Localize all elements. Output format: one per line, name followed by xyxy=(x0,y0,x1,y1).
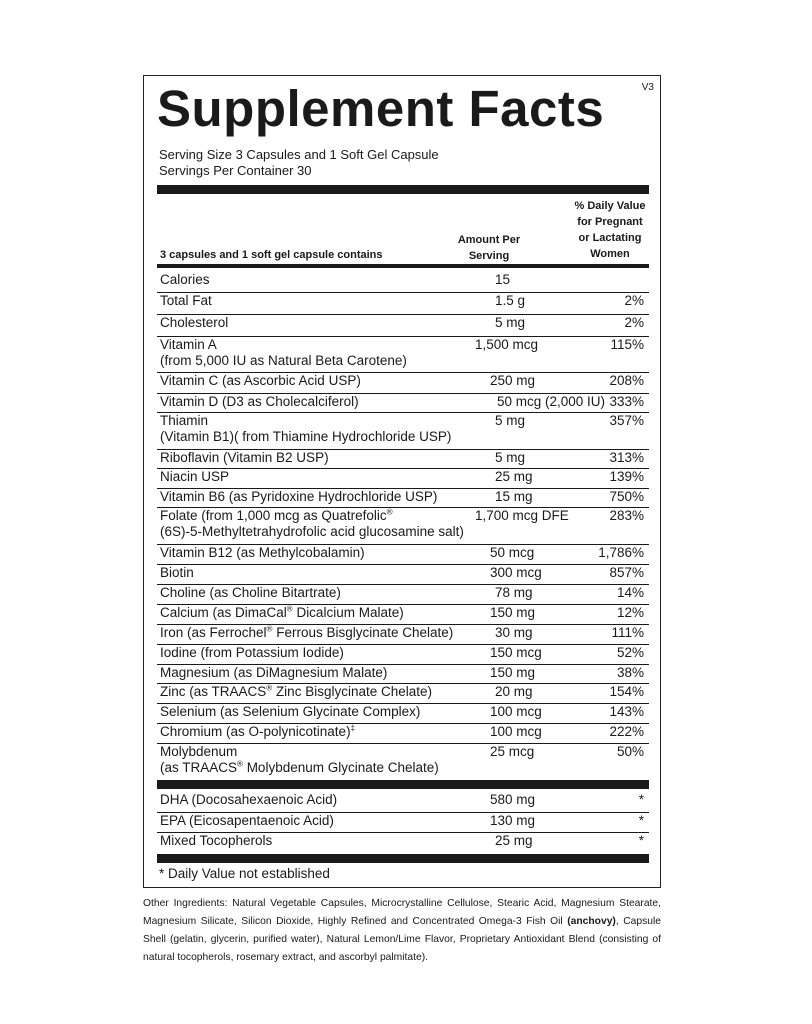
nutrient-name-line xyxy=(160,545,365,561)
nutrient-name-text: Chromium (as O-polynicotinate) xyxy=(160,724,351,739)
table-row xyxy=(157,413,649,450)
nutrient-name-text: Iodine (from Potassium Iodide) xyxy=(160,645,344,660)
registered-mark: ® xyxy=(386,507,393,517)
nutrient-name-text: Cholesterol xyxy=(160,315,229,330)
daily-value: 208% xyxy=(609,373,644,388)
other-ingredients-text: Other Ingredients: Natural Vegetable Capsules, Microcrystalline Cellulose, Stearic Acid, Magnesium Stearate, Magnesium Silicate, Silicon Dioxide, Highly Refined and Concentrated Omega-3 Fish Oil xyxy=(143,898,661,927)
nutrient-amount: 5 mg xyxy=(495,450,526,465)
other-ingredients xyxy=(143,895,661,967)
daily-value: 750% xyxy=(609,489,644,504)
nutrient-name xyxy=(160,337,407,369)
nutrient-name-line xyxy=(160,704,420,720)
nutrient-name-text: Calcium (as DimaCal xyxy=(160,605,287,620)
nutrient-name-text: Niacin USP xyxy=(160,469,230,484)
nutrient-name xyxy=(160,373,361,389)
registered-mark: ® xyxy=(286,604,293,614)
nutrient-name-text: Selenium (as Selenium Glycinate Complex) xyxy=(160,704,421,719)
nutrient-name-line xyxy=(160,792,337,808)
amount-header xyxy=(449,233,529,265)
nutrient-name xyxy=(160,813,334,829)
nutrient-amount: 250 mg xyxy=(490,373,536,388)
nutrient-name-text: Vitamin A xyxy=(160,337,217,352)
nutrient-name-text: Total Fat xyxy=(160,293,212,308)
daily-value: 139% xyxy=(609,469,644,484)
daily-value: 2% xyxy=(624,315,644,330)
daily-value: 154% xyxy=(609,684,644,699)
nutrient-name-line xyxy=(160,373,361,389)
daily-value-header-line: % Daily Value xyxy=(574,200,646,212)
nutrient-amount: 100 mcg xyxy=(490,704,542,719)
contains-header: 3 capsules and 1 soft gel capsule contains xyxy=(160,249,383,261)
nutrient-amount: 15 xyxy=(495,272,511,287)
nutrient-name-line xyxy=(160,813,334,829)
nutrient-name-text: DHA (Docosahexaenoic Acid) xyxy=(160,792,338,807)
nutrient-name-line xyxy=(160,625,453,641)
nutrient-name-text: Folate (from 1,000 mcg as Quatrefolic xyxy=(160,508,387,523)
nutrient-amount: 20 mg xyxy=(495,684,533,699)
table-row xyxy=(157,645,649,665)
nutrient-name-text: EPA (Eicosapentaenoic Acid) xyxy=(160,813,334,828)
table-row xyxy=(157,489,649,508)
nutrient-name xyxy=(160,625,453,641)
nutrient-name-text: Choline (as Choline Bitartrate) xyxy=(160,585,341,600)
nutrient-amount: 78 mg xyxy=(495,585,533,600)
daily-value: 857% xyxy=(609,565,644,580)
nutrient-name-line xyxy=(160,524,464,540)
version-label: V3 xyxy=(641,82,654,93)
table-row xyxy=(157,724,649,744)
registered-mark: ® xyxy=(266,683,273,693)
nutrient-name-text: Zinc Bisglycinate Chelate) xyxy=(272,684,433,699)
nutrient-name xyxy=(160,605,404,621)
thick-divider xyxy=(157,780,649,789)
nutrient-name xyxy=(160,565,194,581)
registered-mark: ® xyxy=(266,624,273,634)
table-row xyxy=(157,625,649,645)
daily-value-header-line: Women xyxy=(590,247,630,260)
amount-header-line: Amount Per xyxy=(457,234,521,246)
table-row xyxy=(157,450,649,469)
table-row xyxy=(157,337,649,373)
daily-value: * xyxy=(638,813,644,828)
daily-value-header-line: for Pregnant xyxy=(577,215,643,228)
nutrient-name-text: Molybdenum Glycinate Chelate) xyxy=(242,760,439,775)
thick-divider xyxy=(157,185,649,194)
servings-per-container: Servings Per Container 30 xyxy=(159,163,312,178)
nutrient-name xyxy=(160,684,432,700)
table-row xyxy=(157,394,649,413)
nutrient-name-text: Vitamin B12 (as Methylcobalamin) xyxy=(160,545,365,560)
nutrient-amount: 5 mg xyxy=(495,315,526,330)
table-row xyxy=(157,293,649,315)
daily-value: * xyxy=(638,792,644,807)
daily-value: 333% xyxy=(609,394,644,409)
table-row xyxy=(157,792,649,813)
nutrient-name-line xyxy=(160,450,329,466)
nutrient-name-text: (from 5,000 IU as Natural Beta Carotene) xyxy=(160,353,407,368)
nutrient-name-text: Molybdenum xyxy=(160,744,238,759)
nutrient-name xyxy=(160,704,420,720)
nutrient-name xyxy=(160,413,451,445)
nutrient-name-text: Iron (as Ferrochel xyxy=(160,625,267,640)
nutrient-name xyxy=(160,585,341,601)
daily-value: 283% xyxy=(609,508,644,523)
nutrient-name-line xyxy=(160,665,387,681)
allergen-callout: (anchovy) xyxy=(567,916,616,927)
daily-value: 357% xyxy=(609,413,644,428)
nutrient-name-line xyxy=(160,508,464,524)
nutrient-name-line xyxy=(160,272,210,288)
nutrient-name-text: Riboflavin (Vitamin B2 USP) xyxy=(160,450,329,465)
nutrient-name-text: Zinc (as TRAACS xyxy=(160,684,267,699)
nutrient-amount: 50 mcg xyxy=(490,545,535,560)
daily-value: 2% xyxy=(624,293,644,308)
daily-value-header-line: or Lactating xyxy=(578,231,642,244)
nutrient-amount: 150 mcg xyxy=(490,645,542,660)
daily-value: 50% xyxy=(616,744,644,759)
nutrient-name xyxy=(160,272,210,288)
table-row xyxy=(157,684,649,704)
nutrient-amount: 25 mg xyxy=(495,833,533,848)
nutrient-name xyxy=(160,792,337,808)
daily-value: 12% xyxy=(616,605,644,620)
nutrient-name-text: (6S)-5-Methyltetrahydrofolic acid glucosamine salt) xyxy=(160,524,464,539)
nutrient-name-line xyxy=(160,429,451,445)
nutrient-name-text: Mixed Tocopherols xyxy=(160,833,273,848)
nutrient-name-line xyxy=(160,469,229,485)
nutrient-name-line xyxy=(160,565,194,581)
nutrient-name-line xyxy=(160,684,432,700)
other-ingredients-text: , Capsule Shell (gelatin, glycerin, purified water), Natural Lemon/Lime Flavor, Proprietary Antioxidant Blend (consisting of natural tocopherols, rosemary extract, and ascorbyl palmitate). xyxy=(143,916,661,963)
nutrient-name xyxy=(160,545,365,561)
table-row xyxy=(157,508,649,545)
nutrient-amount: 15 mg xyxy=(495,489,533,504)
daily-value: 14% xyxy=(616,585,644,600)
nutrient-amount: 580 mg xyxy=(490,792,536,807)
nutrient-name xyxy=(160,469,229,485)
nutrient-amount: 300 mcg xyxy=(490,565,542,580)
nutrient-name-line xyxy=(160,413,451,429)
table-row xyxy=(157,565,649,585)
daily-value: * xyxy=(638,833,644,848)
registered-mark: ® xyxy=(237,759,243,769)
nutrient-name-text: Vitamin B6 (as Pyridoxine Hydrochloride USP) xyxy=(160,489,438,504)
nutrient-amount: 25 mcg xyxy=(490,744,535,759)
table-row xyxy=(157,605,649,625)
nutrient-name-text: Thiamin xyxy=(160,413,209,428)
table-row xyxy=(157,469,649,489)
nutrient-name-line xyxy=(160,293,212,309)
daily-value: 115% xyxy=(610,337,644,352)
nutrient-name-text: (Vitamin B1)( from Thiamine Hydrochloride USP) xyxy=(160,429,452,444)
nutrient-name-line xyxy=(160,337,407,353)
nutrient-name xyxy=(160,293,212,309)
registered-mark: ‡ xyxy=(350,723,356,733)
amount-header-line: Serving xyxy=(468,249,510,262)
nutrient-name xyxy=(160,489,437,505)
nutrient-name-text: Magnesium (as DiMagnesium Malate) xyxy=(160,665,388,680)
nutrient-name xyxy=(160,394,359,410)
nutrient-amount: 100 mcg xyxy=(490,724,542,739)
nutrient-amount: 150 mg xyxy=(490,665,536,680)
nutrient-amount: 25 mg xyxy=(495,469,533,484)
table-row xyxy=(157,373,649,394)
nutrient-name xyxy=(160,645,344,661)
nutrient-name xyxy=(160,833,272,849)
table-row xyxy=(157,545,649,565)
nutrient-name xyxy=(160,450,329,466)
daily-value: 143% xyxy=(609,704,644,719)
nutrient-name-line xyxy=(160,645,344,661)
table-row xyxy=(157,813,649,833)
nutrient-amount: 1,700 mcg DFE xyxy=(475,508,569,523)
nutrient-name-text: Calories xyxy=(160,272,210,287)
table-row xyxy=(157,315,649,337)
serving-size: Serving Size 3 Capsules and 1 Soft Gel Capsule xyxy=(159,147,439,162)
nutrient-name-line xyxy=(160,760,439,776)
daily-value: 52% xyxy=(616,645,644,660)
nutrient-name xyxy=(160,665,387,681)
nutrient-name-text: Ferrous Bisglycinate Chelate) xyxy=(272,625,454,640)
nutrient-name xyxy=(160,724,355,740)
nutrient-name-line xyxy=(160,744,439,760)
nutrient-name-text: Vitamin D (D3 as Cholecalciferol) xyxy=(160,394,359,409)
nutrient-amount: 1.5 g xyxy=(495,293,526,308)
nutrient-name-text: Vitamin C (as Ascorbic Acid USP) xyxy=(160,373,361,388)
table-row xyxy=(157,272,649,293)
nutrient-name-line xyxy=(160,315,228,331)
footnote: * Daily Value not established xyxy=(159,866,330,881)
nutrient-amount: 30 mg xyxy=(495,625,533,640)
daily-value: 38% xyxy=(616,665,644,680)
daily-value-header xyxy=(562,199,658,263)
nutrient-name-line xyxy=(160,833,272,849)
table-row xyxy=(157,833,649,853)
nutrient-amount: 130 mg xyxy=(490,813,536,828)
nutrient-name-line xyxy=(160,585,341,601)
daily-value: 1,786% xyxy=(598,545,644,560)
daily-value: 222% xyxy=(609,724,644,739)
nutrient-name-line xyxy=(160,394,359,410)
nutrient-amount: 150 mg xyxy=(490,605,536,620)
table-row xyxy=(157,585,649,605)
label-title: Supplement Facts xyxy=(157,80,605,137)
table-row xyxy=(157,744,649,780)
table-row xyxy=(157,665,649,684)
nutrient-name-text: (as TRAACS xyxy=(160,760,238,775)
supplement-facts-panel xyxy=(143,75,661,888)
nutrient-name-line xyxy=(160,605,404,621)
daily-value: 313% xyxy=(609,450,644,465)
nutrient-amount: 5 mg xyxy=(495,413,526,428)
nutrient-name-line xyxy=(160,489,437,505)
nutrient-name-line xyxy=(160,353,407,369)
thick-divider xyxy=(157,854,649,863)
daily-value: 111% xyxy=(611,625,644,640)
table-row xyxy=(157,704,649,724)
nutrient-name-text: Biotin xyxy=(160,565,194,580)
nutrient-name xyxy=(160,744,439,776)
nutrient-name-text: Dicalcium Malate) xyxy=(292,605,404,620)
nutrient-name xyxy=(160,315,228,331)
header-divider xyxy=(157,264,649,268)
nutrient-name-line xyxy=(160,724,355,740)
nutrient-name xyxy=(160,508,464,540)
nutrient-amount: 50 mcg (2,000 IU) xyxy=(497,394,606,409)
nutrient-amount: 1,500 mcg xyxy=(475,337,539,352)
